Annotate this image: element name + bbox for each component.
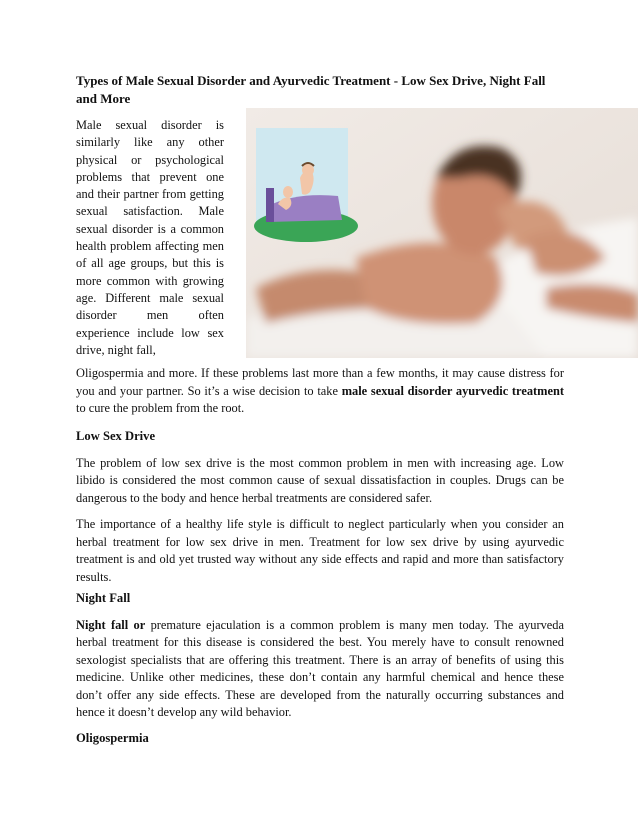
heading-oligospermia: Oligospermia <box>76 731 149 745</box>
hero-image-svg <box>246 108 638 358</box>
heading-low-sex-drive: Low Sex Drive <box>76 429 156 443</box>
intro-paragraph: Male sexual disorder is similarly like any other physical or psychological problems that prevent one and their partner from getting sexual satisfaction. Male sexual disorder is a common health problem affecting men of all age groups, but this is more common with growing age. Different male sexual disorder men often experience include low sex drive, night fall, <box>76 118 224 357</box>
cartoon-illustration <box>254 128 358 242</box>
night-fall-paragraph <box>76 617 564 722</box>
low-sex-drive-paragraph-1: The problem of low sex drive is the most common problem in men with increasing age. Low libido is considered the most common cause of sexual dissatisfaction in couples. Drugs can be dangerous to the body and hence herbal treatments are considered safer. <box>76 455 564 505</box>
intro-continued-before: Oligospermia and more. If these problems last more than a few months, it may cause distress for you and your partner. So it’s a wise decision to take <box>76 366 564 398</box>
intro-continued-paragraph <box>76 365 564 418</box>
intro-wrapped-text <box>76 117 224 359</box>
intro-continued-bold: male sexual disorder ayurvedic treatment <box>341 383 564 398</box>
heading-night-fall: Night Fall <box>76 591 131 605</box>
section-night-fall <box>76 590 564 722</box>
hero-image <box>246 108 638 358</box>
low-sex-drive-paragraph-2: The importance of a healthy life style is difficult to neglect particularly when you consider an herbal treatment for low sex drive in men. Treatment for low sex drive by using ayurvedic treatment is and old yet trusted way without any side effects and rapid and more than satisfactory results. <box>76 517 564 584</box>
page-title: Types of Male Sexual Disorder and Ayurvedic Treatment - Low Sex Drive, Night Fall and More <box>76 73 546 106</box>
section-low-sex-drive <box>76 428 564 586</box>
night-fall-bold-lead: Night fall or <box>76 617 146 632</box>
intro-continued-after: to cure the problem from the root. <box>76 401 245 415</box>
section-oligospermia <box>76 730 564 748</box>
night-fall-text: premature ejaculation is a common problem is many men today. The ayurveda herbal treatment for this disease is considered the best. You merely have to consult renowned sexologist specialists that are offering this treatment. There is an array of benefits of using this medicine. Unlike other medicines, these don’t contain any harmful chemical and hence these don’t offer any side effects. These are developed from the naturally occurring substances and hence it doesn’t develop any wild behavior. <box>76 617 564 719</box>
